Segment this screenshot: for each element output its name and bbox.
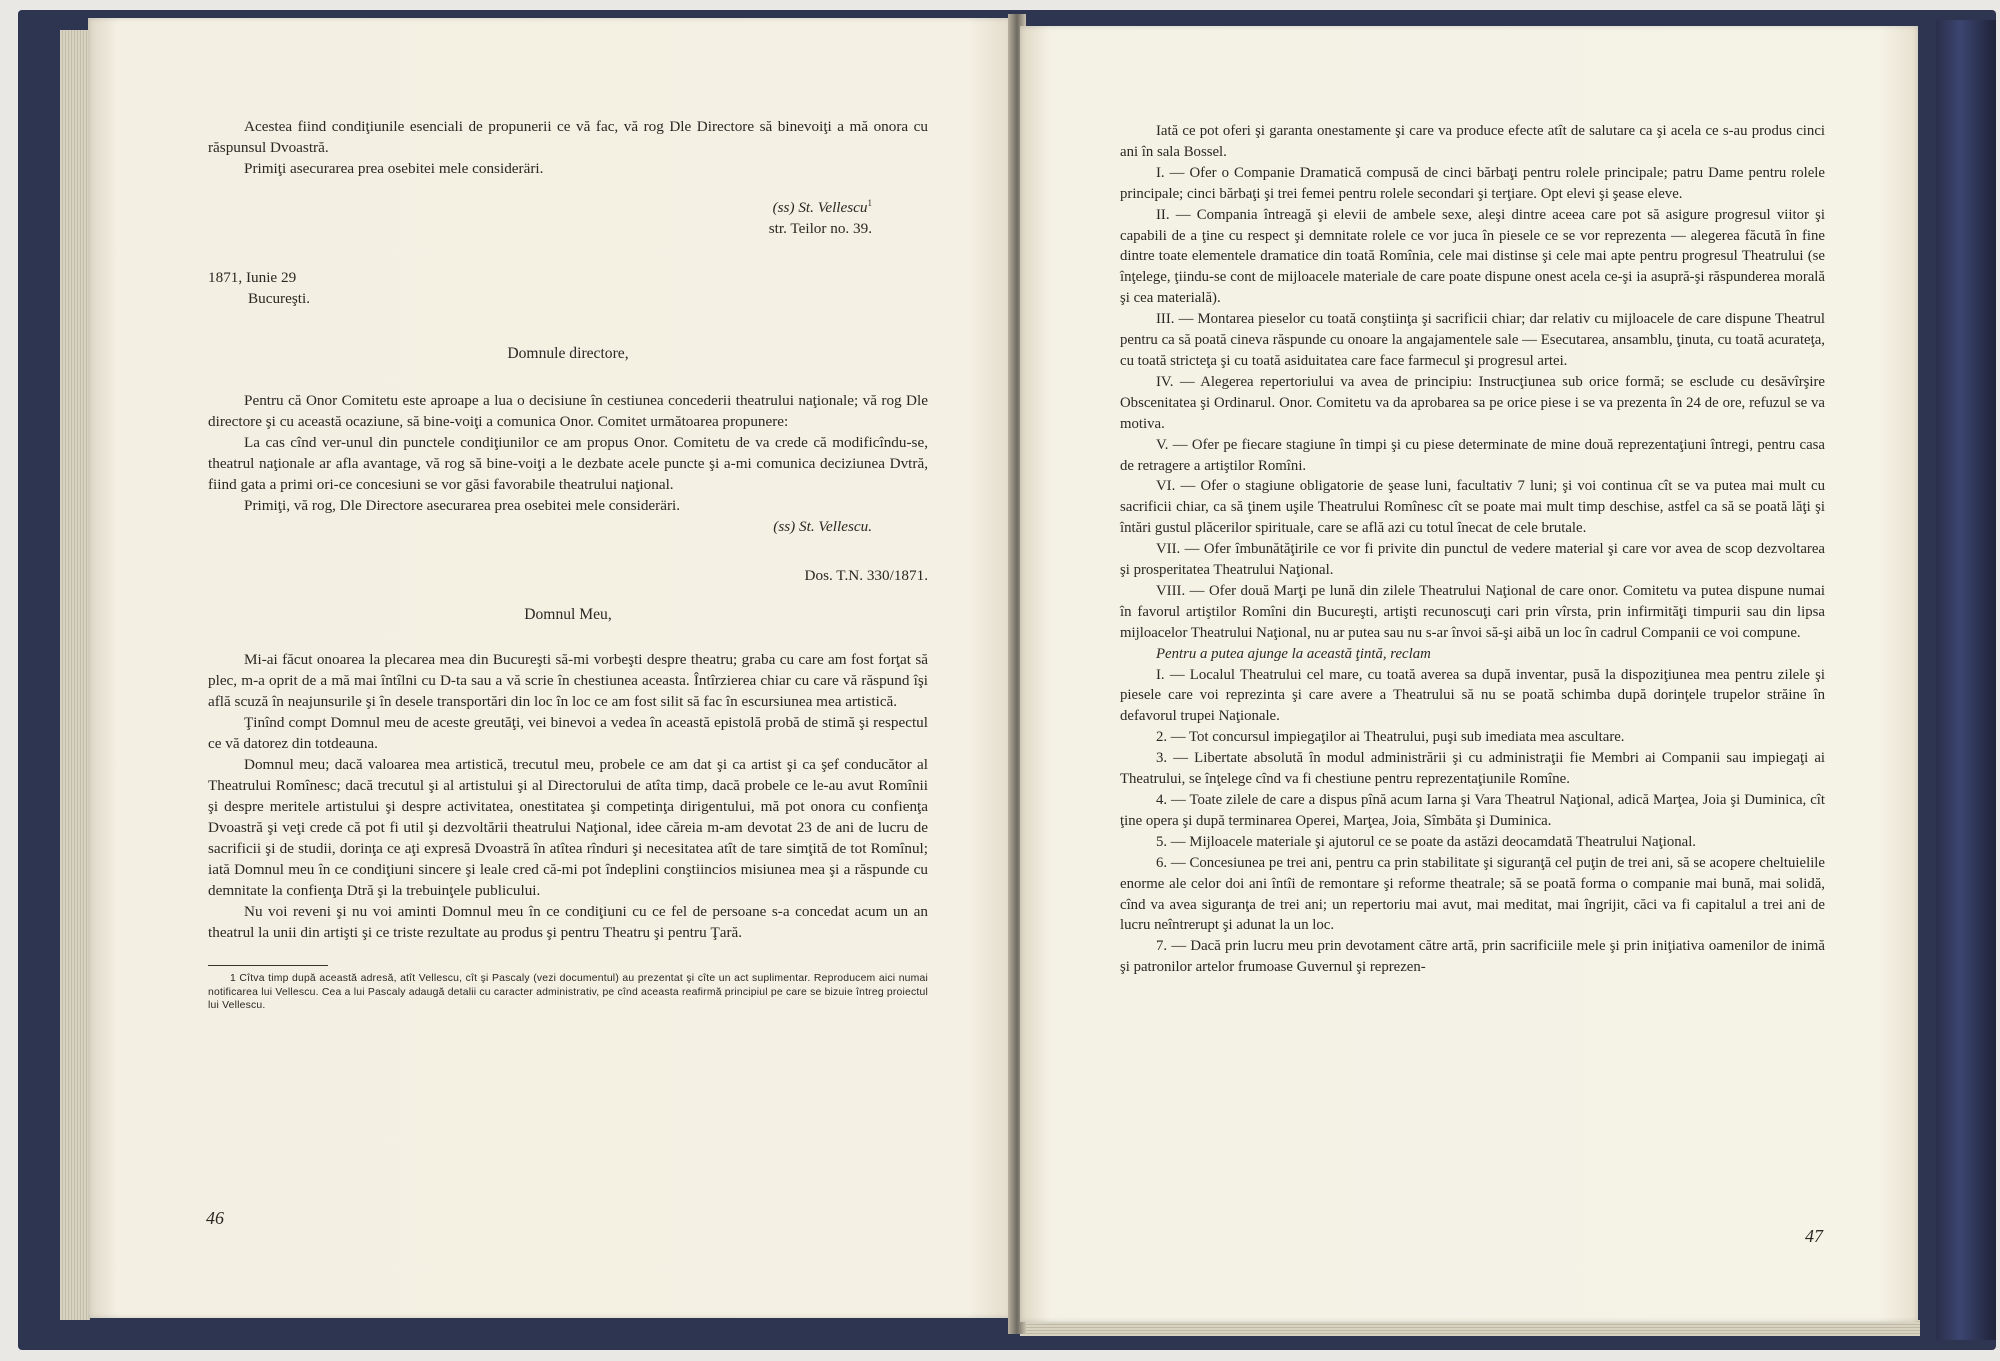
paragraph: Acestea fiind condiţiunile esenciali de propunerii ce vă fac, vă rog Dle Directore să binevoiţi a mă onora cu răspunsul Dvoastră.	[208, 118, 928, 156]
paragraph: III. — Montarea pieselor cu toată conştiinţa şi sacrificii chiar; dar relativ cu mijloacele de care dispune Theatrul pentru ca să poată cineva răspunde cu onoare la angajamentele sale — Esecutarea, ansamblu, ţinuta, cu toată acurateţa, cu toată stricteţa şi cu toată asiduitatea care face farmecul şi progresul artei.	[1120, 311, 1825, 369]
paragraph: I. — Ofer o Companie Dramatică compusă de cinci bărbaţi pentru rolele principale; patru Dame pentru rolele principale; cinci bărbaţi şi trei femei pentru rolele secondari şi terţiare. Opt elevi şi şease eleve.	[1120, 164, 1825, 202]
paragraph: 6. — Concesiunea pe trei ani, pentru ca prin stabilitate şi siguranţă cel puţin de trei ani, să se acopere cheltuielile enorme ale celor doi ani întîi de remontare şi reforme theatrale; să se poată forma o companie mai bună, mai solidă, cînd va avea siguranţa de trei ani; un repertoriu mai avut, mai meditat, mai îngrijit, căci va fi capitalul a trei ani de lucru neîntrerupt şi adunat la un loc.	[1120, 854, 1825, 934]
paragraph: Mi-ai făcut onoarea la plecarea mea din Bucureşti să-mi vorbeşti despre theatru; graba cu care am fost forţat să plec, m-a oprit de a mă mai întîlni cu D-ta sau a vă scrie în chestiunea aceasta. Întîrzierea chiar cu care vă răspund îşi află scuză în neajunsurile şi în desele transportări din loc în loc ce am fost silit să fac în escursiunea mea artistică.	[208, 651, 928, 711]
paragraph: I. — Localul Theatrului cel mare, cu toată averea sa după inventar, pusă la dispoziţiunea mea pentru zilele şi piesele care voi reprezinta şi care avere a Theatrului să nu se poată schimba după dorinţele trupelor străine în defavorul trupei Naţionale.	[1120, 666, 1825, 725]
subheading: Pentru a putea ajunge la această ţintă, reclam	[1156, 645, 1431, 662]
paragraph: 5. — Mijloacele materiale şi ajutorul ce se poate da astăzi deocamdată Theatrului Naţional.	[1156, 833, 1697, 850]
page-stack-edge	[60, 30, 90, 1320]
paragraph: 7. — Dacă prin lucru meu prin devotament către artă, prin sacrificiile mele şi prin iniţiativa oamenilor de inimă şi patronilor artelor frumoase Guvernul şi reprezen-	[1120, 938, 1825, 976]
footnote-divider	[208, 965, 328, 966]
salutation: Domnule directore,	[507, 345, 629, 363]
salutation: Domnul Meu,	[524, 606, 612, 624]
right-page	[1020, 26, 1918, 1322]
page-stack-edge-bottom	[1020, 1320, 1920, 1336]
paragraph: La cas cînd ver-unul din punctele condiţiunilor ce am propus Onor. Comitetu de va crede că modificîndu-se, theatrul naţionale ar afla avantage, vă rog să bine-voiţi a le dezbate acele puncte şi a-mi comunica deciziunea Dvtră, fiind gata a primi ori-ce concesiuni se vor găsi favorabile theatrului naţional.	[208, 434, 928, 494]
paragraph: II. — Compania întreagă şi elevii de ambele sexe, aleşi dintre aceea care pot să asigure progresul viitor şi capabili de a ţine cu respect şi demnitate rolele ce vor juca în piesele ce se vor reprezenta — alegerea făcută în fine dintre toate elementele dramatice din toată Romînia, cele mai distinse şi cele mai apte pentru progresul Theatrului (se înţelege, ţiindu-se cont de mijloacele materiale de care poate dispune onest acela ce-şi ia asupră-şi răspunderea morală şi cea materială).	[1120, 206, 1825, 307]
signature: (ss) St. Vellescu$^1$	[772, 198, 872, 217]
page-number: 47	[1805, 1226, 1823, 1246]
signature: (ss) St. Vellescu.	[773, 518, 872, 536]
page-number: 46	[206, 1208, 224, 1228]
paragraph: Nu voi reveni şi nu voi aminti Domnul meu în ce condiţiuni cu ce fel de persoane s-a concedat acum un an theatrul la unii din artişti şi ce triste rezultate au produs şi pentru Theatru şi pentru Ţară.	[208, 903, 928, 942]
paragraph: VII. — Ofer îmbunătăţirile ce vor fi privite din punctul de vedere material şi care vor avea de scop dezvoltarea şi prosperitatea Theatrului Naţional.	[1120, 541, 1825, 579]
paragraph: Domnul meu; dacă valoarea mea artistică, trecutul meu, probele ce am dat şi ca artist şi ca şef conducător al Theatrului Romînesc; dacă trecutul şi al artistului şi al Directorului de atîta timp, dacă probele ce le-au avut Romînii şi despre meritele artistului şi despre activitatea, onestitatea şi competinţa dirigentului, mă pot onora cu confienţa Dvoastră şi veţi crede că pot fi util şi dezvoltării theatrului Naţional, idee căreia m-am devotat 23 de ani de lucru de sacrificii şi de studii, dorinţa ce aţi expresă Dvoastră în atîtea rînduri şi necesitatea atît de tare simţită de tot Romînul; iată Domnul meu în ce condiţiuni sincere şi leale cred că-mi pot îndeplini conştiincios misiunea mea şi a răspunde cu demnitate la confienţa Dtră şi la trebuinţele publicului.	[208, 756, 928, 900]
letter-date: 1871, Iunie 29	[208, 269, 297, 287]
paragraph: VIII. — Ofer două Marţi pe lună din zilele Theatrului Naţional de care onor. Comitetu va putea dispune numai în favorul artiştilor Romîni din Bucureşti, artişti recunoscuţi cari prin vîrsta, prin infirmităţi timpurii sau din lipsa mijloacelor Theatrului Naţional, nu ar putea sau nu s-ar învoi să-şi aibă un loc în cadrul Companii ce voi compune.	[1120, 582, 1825, 641]
cover-edge	[1936, 20, 1996, 1340]
address: str. Teilor no. 39.	[768, 220, 872, 238]
paragraph: V. — Ofer pe fiecare stagiune în timpi şi cu piese determinate de mine două reprezentaţiuni întregi, pentru casa de retragere a artiştilor Romîni.	[1120, 436, 1825, 474]
letter-city: Bucureşti.	[248, 290, 311, 308]
footnote-marker: 1	[867, 198, 872, 208]
paragraph: 4. — Toate zilele de care a dispus pînă acum Iarna şi Vara Theatrul Naţional, adică Marţea, Joia şi Duminica, cît ţine opera şi după terminarea Operei, Marţea, Joia, Sîmbăta şi Duminica.	[1120, 792, 1825, 829]
paragraph: Pentru că Onor Comitetu este aproape a lua o decisiune în cestiunea concederii theatrului naţionale; vă rog Dle directore şi cu această ocaziune, să bine-voiţi a comunica Onor. Comitet următoarea propunere:	[208, 392, 928, 431]
paragraph: IV. — Alegerea repertoriului va avea de principiu: Instrucţiunea sub orice formă; se esclude cu desăvîrşire Obscenitatea şi Ordinarul. Onor. Comitetu va da aprobarea sa pe orice piese i se va prezenta în 24 de ore, refuzul se va motiva.	[1120, 373, 1825, 432]
paragraph: Primiţi, vă rog, Dle Directore asecurarea prea osebitei mele consideräri.	[244, 497, 681, 515]
footnote: 1 Cîtva timp după această adresă, atît Vellescu, cît şi Pascaly (vezi documentul) au prezentat şi cîte un act suplimentar. Reproducem aici numai notificarea lui Vellescu. Cea a lui Pascaly adaugă detalii cu caracter administrativ, pe cînd aceasta reafirmă principiul pe care se bizuie întreg proiectul lui Vellescu.	[208, 973, 928, 1012]
paragraph: VI. — Ofer o stagiune obligatorie de şease luni, facultativ 7 luni; şi voi continua cît se va putea mai mult cu sacrificii chiar, ca să ţinem uşile Theatrului Romînesc cît se poate mai mult timp deschise, astfel ca să se poată lăţi şi întări gustul plăcerilor spirituale, care se află azi cu totul înecat de cele brutale.	[1120, 478, 1825, 537]
paragraph: Ţinînd compt Domnul meu de aceste greutăţi, vei binevoi a vedea în această epistolă probă de stimă şi respectul ce vă datorez din totdeauna.	[208, 714, 928, 753]
left-page	[88, 18, 1012, 1318]
paragraph: 3. — Libertate absolută în modul administrării şi cu administraţii fie Membri ai Companii sau impiegaţi ai Theatrului, se înţelege cînd va fi chestiune pentru reprezentaţiunile Romîne.	[1120, 750, 1825, 788]
paragraph: 2. — Tot concursul impiegaţilor ai Theatrului, puşi sub imediata mea ascultare.	[1156, 729, 1625, 746]
dossier-reference: Dos. T.N. 330/1871.	[804, 567, 928, 585]
right-page-text	[1120, 121, 1825, 978]
left-page-text	[208, 116, 928, 1013]
paragraph: Iată ce pot oferi şi garanta onestamente şi care va produce efecte atît de salutare ca şi acela ce s-au produs cinci ani în sala Bossel.	[1120, 123, 1825, 160]
paragraph: Primiţi asecurarea prea osebitei mele consideräri.	[244, 160, 544, 177]
